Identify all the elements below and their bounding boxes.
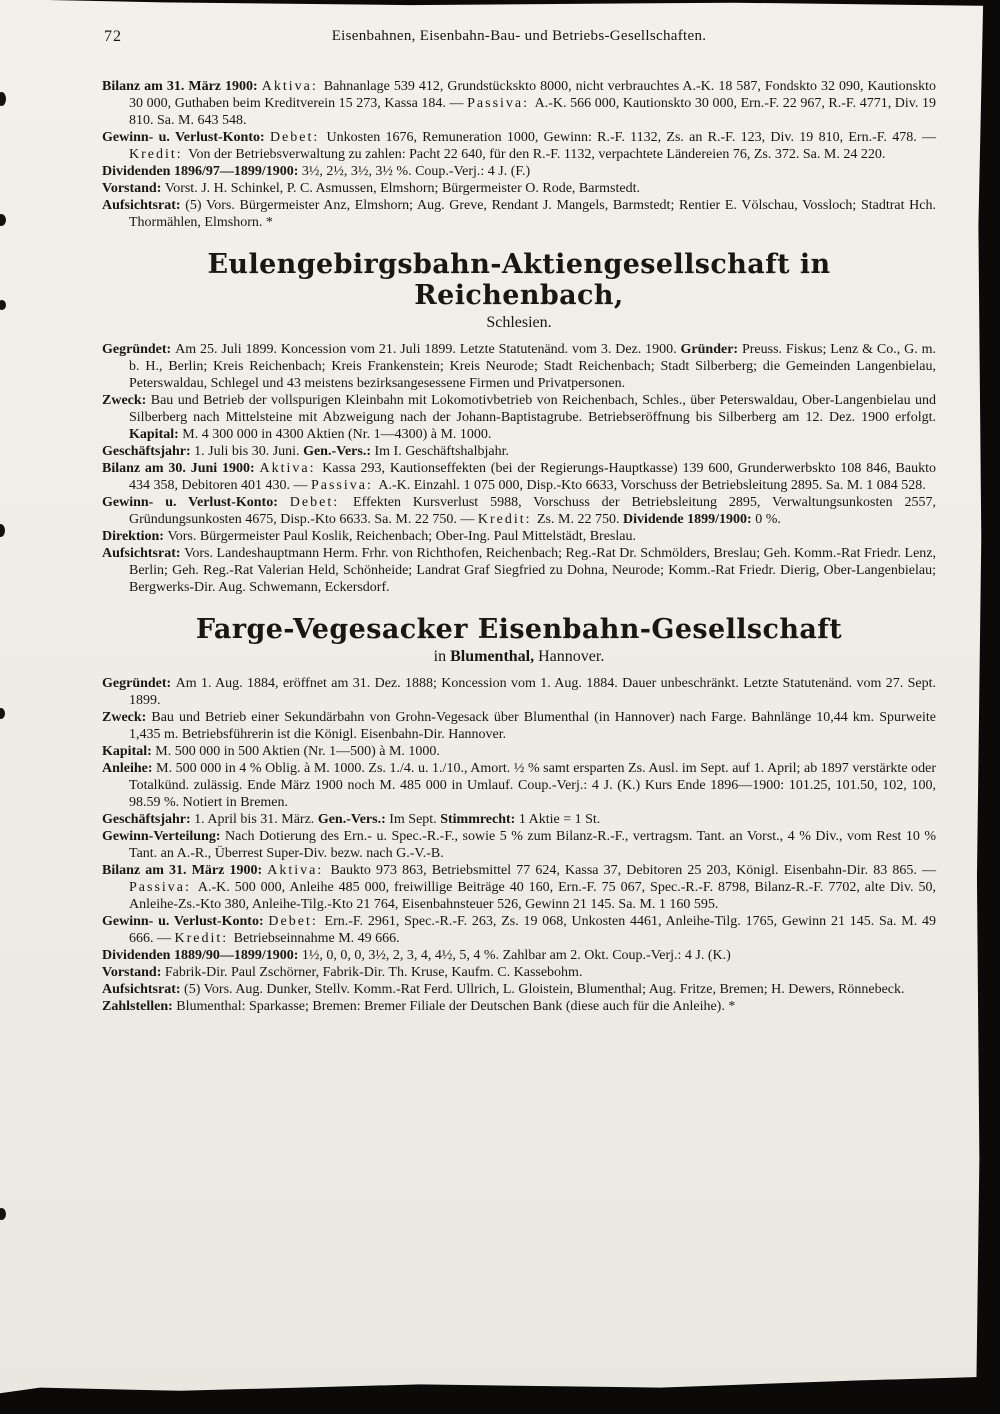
spaced-label: Kredit:: [477, 512, 537, 527]
entry-paragraph: [102, 743, 936, 760]
bold-label: Vorstand:: [102, 181, 165, 196]
bold-label: Gründer:: [680, 342, 742, 357]
entry-paragraph: [102, 443, 936, 460]
body-text: Schlesien.: [486, 314, 552, 331]
body-text: Hannover.: [534, 648, 605, 665]
entry-paragraph: [102, 78, 936, 129]
body-text: Betriebseinnahme M. 49 666.: [233, 931, 400, 946]
page-number: 72: [104, 28, 122, 45]
entry-paragraph: [102, 460, 936, 494]
bold-label: Gegründet:: [102, 342, 176, 357]
scan-speck: [0, 300, 6, 310]
entry-paragraph: [102, 197, 936, 231]
spaced-label: Passiva:: [467, 96, 535, 111]
entry-paragraph: [102, 180, 936, 197]
entry-paragraph: [102, 494, 936, 528]
spaced-label: Debet:: [268, 914, 325, 929]
scan-speck: [0, 524, 5, 537]
bold-label: Bilanz am 31. März 1900:: [102, 863, 268, 878]
body-text: M. 4 300 000 in 4300 Aktien (Nr. 1—4300) à M. 1000.: [182, 427, 492, 442]
entry-paragraph: [102, 545, 936, 596]
page-header: [102, 28, 936, 48]
company-name-heading: Farge-Vegesacker Eisenbahn-Gesellschaft: [195, 614, 843, 645]
scan-speck: [0, 214, 6, 226]
bold-label: Vorstand:: [102, 965, 165, 980]
company-entry: [102, 249, 936, 596]
running-title: Eisenbahnen, Eisenbahn-Bau- und Betriebs-Gesellschaften.: [331, 28, 707, 44]
body-text: Bau und Betrieb der vollspurigen Kleinbahn mit Lokomotivbetrieb von Reichenbach, Schles., über Peterswaldau, Ober-Langenbielau und Silberberg nach Mittelsteine mit Abzweigung nach der Johann-Baptistagrube. Betriebseröffnung bis Silberberg am 12. Dez. 1900 erfolgt.: [129, 393, 937, 425]
spaced-label: Debet:: [289, 495, 354, 510]
entry-paragraph: [102, 913, 936, 947]
bold-label: Gen.-Vers.:: [303, 444, 375, 459]
body-text: A.-K. 500 000, Anleihe 485 000, freiwillige Beiträge 40 160, Ern.-F. 75 067, Spec.-R.-F. 8798, Bilanz-R.-F. 7702, alte Div. 50, Anleihe-Zs.-Kto 380, Anleihe-Tilg.-Kto 21 764, Eisenbahnsteuer 526, Gewinn 21 145. Sa. M. 1 160 595.: [129, 880, 936, 912]
bold-label: Gen.-Vers.:: [317, 812, 390, 827]
entry-paragraph: [102, 163, 936, 180]
body-text: Vors. Bürgermeister Paul Koslik, Reichenbach; Ober-Ing. Paul Mittelstädt, Breslau.: [167, 529, 636, 544]
body-text: in: [433, 648, 451, 665]
bold-label: Anleihe:: [102, 761, 157, 776]
bold-label: Gewinn- u. Verlust-Konto:: [102, 914, 269, 929]
spaced-label: Aktiva:: [261, 79, 324, 94]
company-location-subheading: [102, 313, 936, 333]
bold-label: Zahlstellen:: [102, 999, 177, 1014]
body-text: Von der Betriebsverwaltung zu zahlen: Pacht 22 640, für den R.-F. 1132, verpachtete Ländereien 76, Zs. 372. Sa. M. 24 220.: [188, 147, 886, 162]
entry-paragraph: [102, 828, 936, 862]
bold-label: Geschäftsjahr:: [102, 444, 195, 459]
body-text: Am 25. Juli 1899. Koncession vom 21. Juli 1899. Letzte Statutenänd. vom 3. Dez. 1900.: [175, 342, 681, 357]
body-text: Vorst. J. H. Schinkel, P. C. Asmussen, Elmshorn; Bürgermeister O. Rode, Barmstedt.: [164, 181, 640, 196]
body-text: 1. April bis 31. März.: [194, 812, 318, 827]
body-text: Baukto 973 863, Betriebsmittel 77 624, Kassa 37, Debitoren 25 203, Königl. Eisenbahn-Dir. 83 865. —: [330, 863, 936, 878]
entry-paragraph: [102, 392, 936, 443]
scan-speck: [0, 1208, 6, 1220]
spaced-label: Passiva:: [129, 880, 198, 895]
spaced-label: Debet:: [269, 130, 327, 145]
body-text: M. 500 000 in 4 % Oblig. à M. 1000. Zs. 1./4. u. 1./10., Amort. ½ % samt ersparten Zs. Ausl. im Sept. auf 1. April; ab 1897 verstärkte oder Totalkünd. zulässig. Ende März 1900 noch M. 485 000 in Umlauf. Coup.-Verj.: 4 J. (K.) Kurs Ende 1896—1900: 101.25, 101.50, 102, 100, 98.59 %. Notiert in Bremen.: [129, 761, 936, 810]
entry-paragraph: [102, 964, 936, 981]
scan-speck: [0, 92, 6, 106]
bold-label: Bilanz am 30. Juni 1900:: [102, 461, 260, 476]
bold-label: Direktion:: [102, 529, 168, 544]
entry-paragraph: [102, 998, 936, 1015]
company-location-subheading: [102, 647, 936, 667]
body-text: Blumenthal: Sparkasse; Bremen: Bremer Filiale der Deutschen Bank (diese auch für die Anleihe). *: [176, 999, 736, 1014]
body-text: Bahnanlage 539 412, Grundstückskto 8000, nicht verbrauchtes A.-K. 18 587, Fondskto 32 090, Kautionskto 30 000, Guthaben beim Kreditverein 15 273, Kassa 184. —: [129, 79, 937, 111]
body-text: Zs. M. 22 750.: [537, 512, 623, 527]
page-content: [102, 28, 936, 1015]
body-text: 1½, 0, 0, 0, 3½, 2, 3, 4, 4½, 5, 4 %. Zahlbar am 2. Okt. Coup.-Verj.: 4 J. (K.): [301, 948, 731, 963]
scan-artifact-right-edge: [976, 0, 1000, 1414]
entry-paragraph: [102, 981, 936, 998]
entry-paragraph: [102, 760, 936, 811]
body-text: (5) Vors. Bürgermeister Anz, Elmshorn; Aug. Greve, Rendant J. Mangels, Barmstedt; Rentier E. Völschau, Vossloch; Stadtrat Hch. Thormählen, Elmshorn. *: [129, 198, 937, 230]
bold-label: Bilanz am 31. März 1900:: [102, 79, 262, 94]
bold-label: Aufsichtsrat:: [102, 546, 185, 561]
bold-label: Geschäftsjahr:: [102, 812, 195, 827]
spaced-label: Aktiva:: [267, 863, 331, 878]
entry-paragraph: [102, 862, 936, 913]
bold-label: Kapital:: [129, 427, 183, 442]
bold-label: Dividenden 1889/90—1899/1900:: [102, 948, 302, 963]
body-text: Im Sept.: [389, 812, 441, 827]
bold-label: Zweck:: [102, 393, 151, 408]
body-text: Ern.-F. 2961, Spec.-R.-F. 263, Zs. 19 068, Unkosten 4461, Anleihe-Tilg. 1765, Gewinn 21 145. Sa. M. 49 666. —: [129, 914, 937, 946]
scan-artifact-top-edge: [48, 0, 1000, 6]
bold-label: Kapital:: [102, 744, 156, 759]
bold-label: Dividende 1899/1900:: [622, 512, 756, 527]
bold-label: Gegründet:: [102, 676, 176, 691]
bold-label: Aufsichtsrat:: [102, 198, 186, 213]
bold-label: Gewinn-Verteilung:: [102, 829, 226, 844]
spaced-label: Aktiva:: [259, 461, 323, 476]
bold-label: Zweck:: [102, 710, 152, 725]
body-text: Im I. Geschäftshalbjahr.: [374, 444, 509, 459]
spaced-label: Passiva:: [310, 478, 379, 493]
entry-paragraph: [102, 709, 936, 743]
entry-paragraph: [102, 947, 936, 964]
entry-paragraph: [102, 129, 936, 163]
bold-label: Gewinn- u. Verlust-Konto:: [102, 495, 290, 510]
bold-label: Stimmrecht:: [440, 812, 519, 827]
body-text: Vors. Landeshauptmann Herm. Frhr. von Richthofen, Reichenbach; Reg.-Rat Dr. Schmölders, Breslau; Geh. Komm.-Rat Friedr. Lenz, Berlin; Geh. Reg.-Rat Valerian Held, Schönheide; Landrat Graf Siegfried zu Dohna, Neurode; Komm.-Rat Friedr. Dierig, Ober-Langenbielau; Bergwerks-Dir. Aug. Schwemann, Eckersdorf.: [129, 546, 937, 595]
company-name-heading: Eulengebirgsbahn-Aktiengesellschaft in Reichenbach,: [207, 249, 831, 311]
company-entry-continued: [102, 78, 936, 231]
body-text: A.-K. 566 000, Kautionskto 30 000, Ern.-F. 22 967, R.-F. 4771, Div. 19 810. Sa. M. 643 548.: [129, 96, 937, 128]
entry-paragraph: [102, 811, 936, 828]
entry-paragraph: [102, 341, 936, 392]
body-text: Bau und Betrieb einer Sekundärbahn von Grohn-Vegesack über Blumenthal (in Hannover) nach Farge. Bahnlänge 10,44 km. Spurweite 1,435 m. Betriebsführerin ist die Königl. Eisenbahn-Dir. Hannover.: [129, 710, 936, 742]
body-text: Kassa 293, Kautionseffekten (bei der Regierungs-Hauptkasse) 139 600, Grunderwerbskto 108 846, Baukto 434 358, Debitoren 401 430. —: [129, 461, 936, 493]
company-entry: [102, 614, 936, 1015]
entry-paragraph: [102, 675, 936, 709]
body-text: M. 500 000 in 500 Aktien (Nr. 1—500) à M. 1000.: [155, 744, 440, 759]
body-text: Nach Dotierung des Ern.- u. Spec.-R.-F., sowie 5 % zum Bilanz-R.-F., vertragsm. Tant. an Vorst., 4 % Div., vom Rest 10 % Tant. an A.-R., Überrest Super-Div. bezw. nach G.-V.-B.: [129, 829, 936, 861]
bold-label: Aufsichtsrat:: [102, 982, 185, 997]
body-text: Preuss. Fiskus; Lenz & Co., G. m. b. H., Berlin; Kreis Reichenbach; Kreis Frankenstein; Kreis Neurode; Stadt Reichenbach; Stadt Silberberg; die Gemeinden Langenbielau, Peterswaldau, Schlegel und 43 meistens bezirksangesessene Firmen und Privatpersonen.: [129, 342, 936, 391]
spaced-label: Kredit:: [129, 147, 189, 162]
bold-label: Blumenthal,: [450, 648, 535, 665]
page-body: [102, 78, 936, 1015]
body-text: 0 %.: [755, 512, 781, 527]
body-text: A.-K. Einzahl. 1 075 000, Disp.-Kto 6633, Vorschuss der Betriebsleitung 2895. Sa. M. 1 084 528.: [378, 478, 926, 493]
body-text: (5) Vors. Aug. Dunker, Stellv. Komm.-Rat Ferd. Ullrich, L. Gloistein, Blumenthal; Aug. Fritze, Bremen; H. Dewers, Rönnebeck.: [184, 982, 905, 997]
body-text: 1. Juli bis 30. Juni.: [194, 444, 304, 459]
scan-speck: [0, 708, 5, 719]
body-text: Am 1. Aug. 1884, eröffnet am 31. Dez. 1888; Koncession vom 1. Aug. 1884. Dauer unbeschränkt. Letzte Statutenänd. vom 27. Sept. 1899.: [129, 676, 936, 708]
body-text: 1 Aktie = 1 St.: [518, 812, 601, 827]
spaced-label: Kredit:: [174, 931, 234, 946]
body-text: Fabrik-Dir. Paul Zschörner, Fabrik-Dir. Th. Kruse, Kaufm. C. Kassebohm.: [164, 965, 583, 980]
body-text: Unkosten 1676, Remuneration 1000, Gewinn: R.-F. 1132, Zs. an R.-F. 123, Div. 19 810, Ern.-F. 478. —: [326, 130, 936, 145]
bold-label: Dividenden 1896/97—1899/1900:: [102, 164, 302, 179]
entry-paragraph: [102, 528, 936, 545]
body-text: 3½, 2½, 3½, 3½ %. Coup.-Verj.: 4 J. (F.): [301, 164, 531, 179]
scan-artifact-bottom-edge: [0, 1374, 1000, 1414]
body-text: Effekten Kursverlust 5988, Vorschuss der Betriebsleitung 2895, Verwaltungsunkosten 2557, Gründungsunkosten 4675, Disp.-Kto 6633. Sa. M. 22 750. —: [129, 495, 936, 527]
bold-label: Gewinn- u. Verlust-Konto:: [102, 130, 270, 145]
